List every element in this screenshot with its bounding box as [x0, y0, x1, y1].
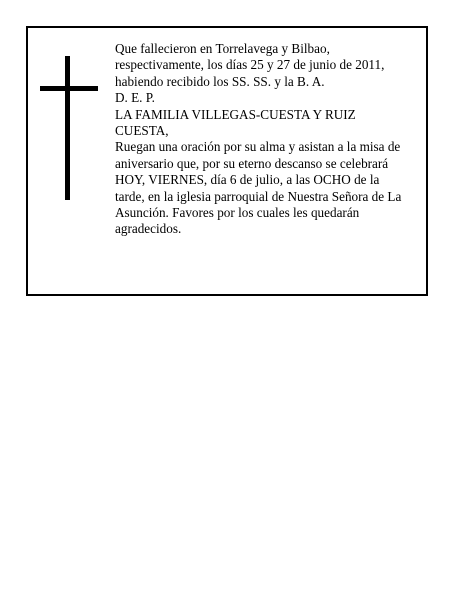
notice-line: respectivamente, los días 25 y 27 de junio de 2011, — [115, 57, 385, 73]
notice-line: Asunción. Favores por los cuales les quedarán — [115, 205, 360, 221]
obituary-notice — [26, 26, 428, 296]
notice-text — [115, 41, 415, 238]
notice-line: habiendo recibido los SS. SS. y la B. A. — [115, 73, 325, 89]
notice-line-dep: D. E. P. — [115, 90, 155, 106]
notice-line: HOY, VIERNES, día 6 de julio, a las OCHO de la — [115, 172, 380, 188]
notice-line: Ruegan una oración por su alma y asistan a la misa de — [115, 139, 401, 155]
notice-line: aniversario que, por su eterno descanso se celebrará — [115, 155, 389, 171]
notice-line: Que fallecieron en Torrelavega y Bilbao, — [115, 41, 330, 56]
cross-horizontal-bar — [40, 86, 98, 91]
notice-line: agradecidos. — [115, 221, 182, 237]
notice-line: tarde, en la iglesia parroquial de Nuestra Señora de La — [115, 188, 402, 204]
notice-line-family: CUESTA, — [115, 123, 169, 139]
cross-icon — [40, 56, 98, 200]
cross-vertical-bar — [65, 56, 70, 200]
notice-line-family: LA FAMILIA VILLEGAS-CUESTA Y RUIZ — [115, 106, 356, 122]
